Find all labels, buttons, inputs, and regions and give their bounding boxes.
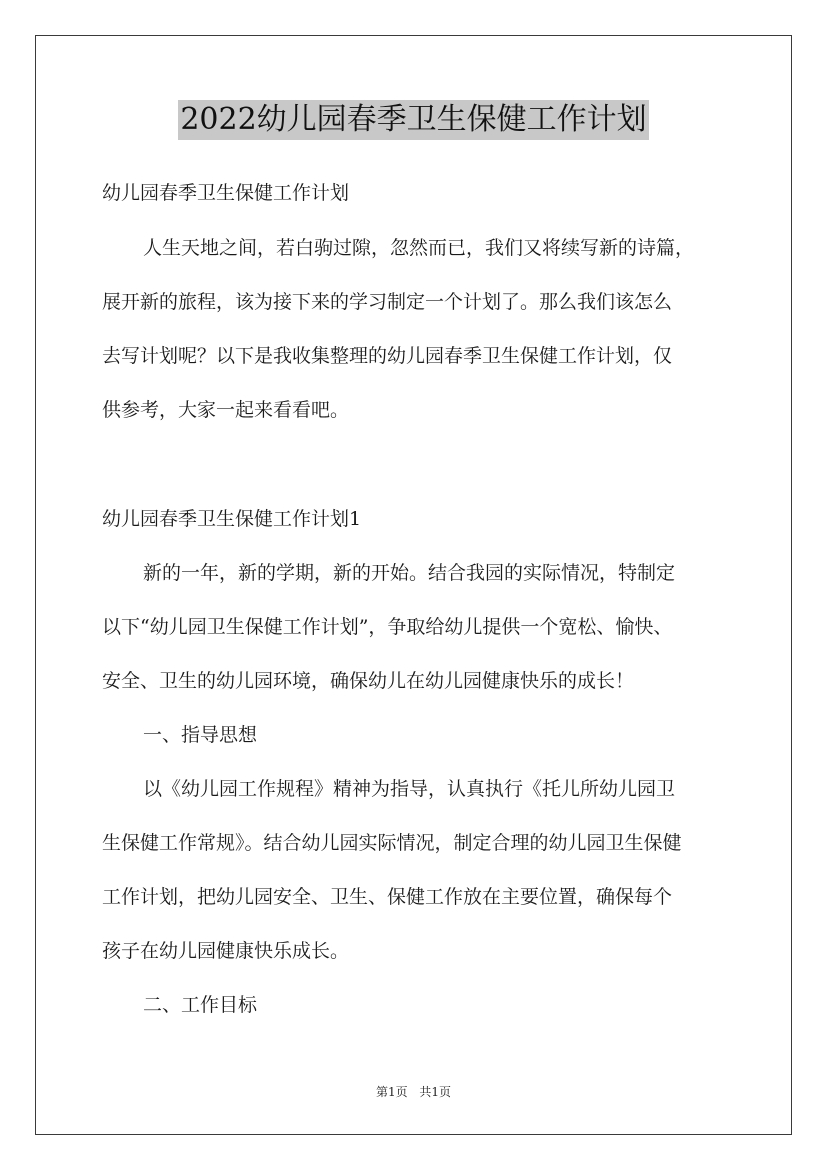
intro-line-2: 展开新的旅程，该为接下来的学习制定一个计划了。那么我们该怎么 <box>102 291 673 313</box>
intro-line-3: 去写计划呢？以下是我收集整理的幼儿园春季卫生保健工作计划，仅 <box>102 345 673 367</box>
document-title[interactable]: 2022幼儿园春季卫生保健工作计划 <box>178 100 648 140</box>
guiding-line-4: 孩子在幼儿园健康快乐成长。 <box>102 940 350 962</box>
page-number-total: 共1页 <box>419 1085 452 1099</box>
section1-line-2: 以下“幼儿园卫生保健工作计划”，争取给幼儿提供一个宽松、愉快、 <box>102 616 673 638</box>
heading-guiding-thought: 一、指导思想 <box>143 724 258 746</box>
section-heading: 幼儿园春季卫生保健工作计划1 <box>102 508 362 530</box>
page-footer <box>0 1084 827 1100</box>
title-container <box>0 100 827 140</box>
intro-line-4: 供参考，大家一起来看看吧。 <box>102 399 350 421</box>
document-subtitle: 幼儿园春季卫生保健工作计划 <box>102 182 350 204</box>
section1-line-3: 安全、卫生的幼儿园环境，确保幼儿在幼儿园健康快乐的成长！ <box>102 670 635 692</box>
section1-line-1: 新的一年，新的学期，新的开始。结合我园的实际情况，特制定 <box>143 562 676 584</box>
guiding-line-1: 以《幼儿园工作规程》精神为指导，认真执行《托儿所幼儿园卫 <box>143 778 676 800</box>
heading-work-goals: 二、工作目标 <box>143 994 258 1016</box>
guiding-line-3: 工作计划，把幼儿园安全、卫生、保健工作放在主要位置，确保每个 <box>102 886 673 908</box>
intro-line-1: 人生天地之间，若白驹过隙，忽然而已，我们又将续写新的诗篇， <box>143 237 695 259</box>
page-number-current: 第1页 <box>375 1085 408 1099</box>
guiding-line-2: 生保健工作常规》。结合幼儿园实际情况，制定合理的幼儿园卫生保健 <box>102 832 682 854</box>
